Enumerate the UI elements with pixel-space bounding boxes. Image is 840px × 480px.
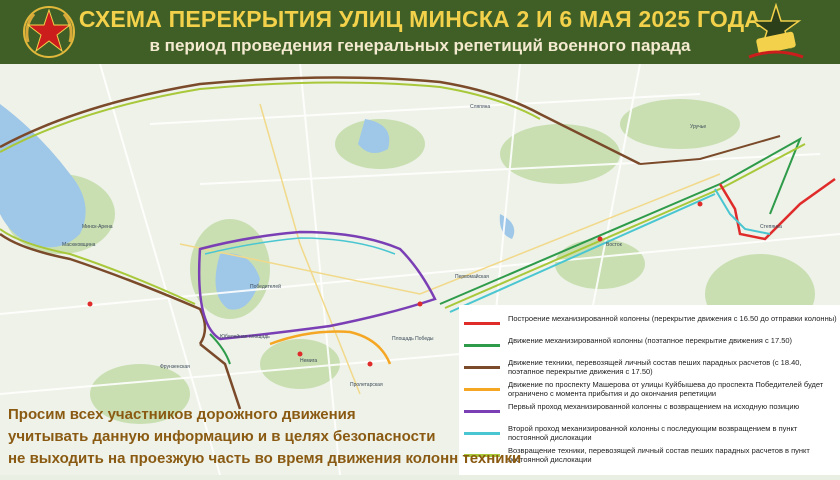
- legend-text: Второй проход механизированной колонны с последующим возвращением в пункт постоянной дислокации: [508, 424, 798, 442]
- legend-swatch: [464, 366, 500, 369]
- notice-line: Просим всех участников дорожного движения: [8, 406, 356, 423]
- legend-swatch: [464, 388, 500, 391]
- map-label: Площадь Победы: [392, 336, 434, 342]
- red-star-emblem-icon: [22, 4, 76, 60]
- legend-text: Построение механизированной колонны (перекрытие движения с 16.50 до отправки колонны): [508, 314, 837, 323]
- legend-text: Движение по проспекту Машерова от улицы Куйбышева до проспекта Победителей будет ограничено с момента прибытия и до окончания репетиции: [508, 380, 824, 398]
- map-label: Немига: [300, 358, 318, 364]
- legend-swatch: [464, 322, 500, 325]
- map-label: Степянка: [760, 224, 782, 230]
- legend-item: [459, 358, 840, 378]
- map-label: Победителей: [250, 284, 281, 290]
- notice-line: учитывать данную информацию и в целях безопасности: [8, 428, 436, 445]
- legend-text: Движение механизированной колонны (поэтапное перекрытие движения с 17.50): [508, 336, 793, 345]
- victory-80-emblem-icon: [745, 3, 807, 61]
- page-subtitle: в период проведения генеральных репетиций военного парада: [149, 36, 691, 55]
- map-label: Минск-Арена: [82, 224, 113, 230]
- map-label: Сляпяна: [470, 104, 491, 110]
- legend-text: Возвращение техники, перевозящей личный состав пеших парадных расчетов в пункт постоянной дислокации: [508, 446, 810, 464]
- page-title: СХЕМА ПЕРЕКРЫТИЯ УЛИЦ МИНСКА 2 И 6 МАЯ 2025 ГОДА: [78, 6, 762, 32]
- map-label: Уручье: [690, 124, 707, 130]
- notice-line: не выходить на проезжую часть во время движения колонн техники: [8, 450, 522, 467]
- legend-swatch: [464, 410, 500, 413]
- map-label: Фрунзенская: [160, 364, 190, 370]
- legend-item: [459, 380, 840, 400]
- title-banner: [0, 0, 840, 64]
- safety-notice: [0, 398, 522, 475]
- legend-item: [459, 336, 840, 356]
- map-label: Пролетарская: [350, 382, 383, 388]
- map-label: Восток: [606, 242, 622, 248]
- legend-text: Движение техники, перевозящей личный состав пеших парадных расчетов (с 18.40, поэтапное перекрытие движения с 17.50): [508, 358, 802, 376]
- legend-item: [459, 402, 840, 422]
- legend-item: [459, 424, 840, 444]
- legend-swatch: [464, 432, 500, 435]
- map-label: Первомайская: [455, 274, 489, 280]
- map-label: Масюковщина: [62, 242, 96, 248]
- legend-swatch: [464, 344, 500, 347]
- map-label: Юбилейная площадь: [220, 334, 270, 340]
- legend-text: Первый проход механизированной колонны с возвращением на исходную позицию: [508, 402, 800, 411]
- legend-item: [459, 314, 840, 334]
